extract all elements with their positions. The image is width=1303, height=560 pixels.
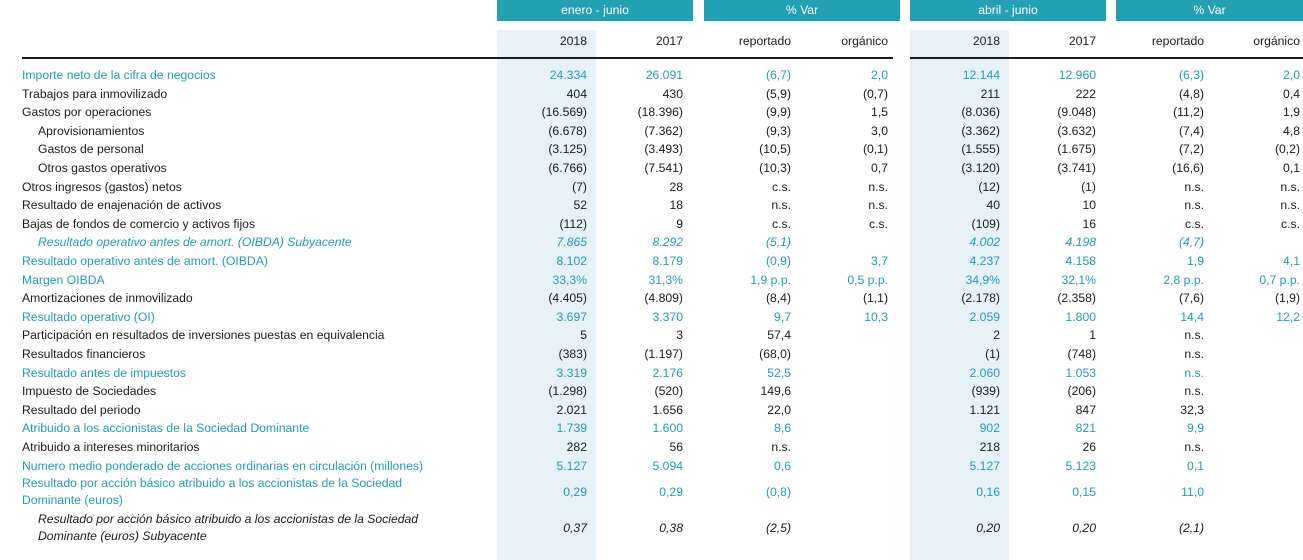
table-row bbox=[0, 178, 1303, 197]
cell-2017-h1: 0,38 bbox=[659, 521, 683, 536]
cell-reportado-h1: (5,1) bbox=[765, 235, 791, 250]
cell-2018-q2: 2 bbox=[993, 328, 1000, 343]
table-row bbox=[0, 438, 1303, 457]
cell-2018-h1: 282 bbox=[566, 440, 587, 454]
cell-organico-q2: 12,2 bbox=[1276, 309, 1300, 324]
cell-2017-q2: (1.675) bbox=[1057, 142, 1096, 157]
cell-2018-q2: 211 bbox=[980, 86, 1000, 101]
table-row bbox=[0, 475, 1303, 509]
cell-2018-h1: (1.298) bbox=[548, 384, 587, 399]
cell-2018-h1: (4.405) bbox=[548, 291, 587, 306]
header-rule-h1 bbox=[497, 57, 893, 59]
cell-2017-q2: 12.960 bbox=[1058, 68, 1096, 82]
cell-2017-q2: 32,1% bbox=[1061, 272, 1096, 287]
subheader-2018-q2: 2018 bbox=[972, 34, 1000, 48]
cell-reportado-h1: (0,9) bbox=[765, 254, 791, 268]
cell-organico-q2: n.s. bbox=[1280, 198, 1300, 213]
subheader-reportado-q2: reportado bbox=[1151, 34, 1204, 48]
cell-2018-h1: 0,29 bbox=[563, 485, 587, 500]
subheader-2018-h1: 2018 bbox=[559, 34, 587, 48]
cell-2017-q2: 222 bbox=[1075, 86, 1096, 101]
row-label: Resultado operativo (OI) bbox=[22, 309, 155, 324]
cell-2018-q2: (939) bbox=[971, 384, 1000, 399]
row-label: Participación en resultados de inversiones puestas en equivalencia bbox=[22, 328, 385, 343]
cell-2017-q2: 5.123 bbox=[1065, 458, 1096, 473]
cell-2018-q2: (109) bbox=[971, 216, 1000, 231]
table-row bbox=[0, 308, 1303, 327]
cell-2017-h1: 1.600 bbox=[652, 421, 683, 436]
cell-reportado-q2: (6,3) bbox=[1178, 68, 1204, 82]
cell-reportado-h1: (68,0) bbox=[759, 347, 791, 361]
cell-organico-q2: (0,2) bbox=[1274, 142, 1300, 157]
subheader-reportado-h1: reportado bbox=[738, 34, 791, 48]
cell-2018-q2: 218 bbox=[979, 440, 1000, 454]
header-rule-left bbox=[22, 57, 500, 59]
row-label: Gastos de personal bbox=[38, 142, 144, 157]
cell-reportado-h1: n.s. bbox=[771, 198, 791, 213]
cell-organico-q2: 0,4 bbox=[1283, 86, 1300, 101]
cell-2018-q2: 2.059 bbox=[969, 309, 1000, 324]
cell-2018-h1: 5.127 bbox=[556, 458, 587, 473]
cell-2018-q2: 12.144 bbox=[962, 68, 1000, 82]
row-label: Margen OIBDA bbox=[22, 272, 105, 287]
table-row bbox=[0, 103, 1303, 122]
cell-reportado-q2: c.s. bbox=[1185, 216, 1204, 231]
cell-2018-q2: 4.237 bbox=[969, 254, 1000, 268]
cell-organico-h1: (0,1) bbox=[862, 142, 888, 157]
cell-2018-h1: 1.739 bbox=[556, 421, 587, 436]
cell-2017-q2: (1) bbox=[1081, 179, 1096, 194]
table-row bbox=[0, 419, 1303, 438]
cell-2017-q2: (3.741) bbox=[1057, 161, 1096, 175]
row-label: Resultado por acción básico atribuido a los accionistas de la Sociedad Dominante (euros) Subyacente bbox=[38, 512, 419, 544]
cell-2017-q2: 0,15 bbox=[1072, 485, 1096, 500]
cell-2017-q2: 4.158 bbox=[1065, 254, 1096, 268]
cell-reportado-q2: n.s. bbox=[1184, 440, 1204, 454]
cell-2018-h1: (383) bbox=[558, 347, 587, 361]
table-row bbox=[0, 364, 1303, 383]
subheader-organico-h1: orgánico bbox=[841, 34, 888, 48]
cell-reportado-q2: (7,6) bbox=[1178, 291, 1204, 306]
row-label: Resultado operativo antes de amort. (OIBDA) Subyacente bbox=[38, 235, 352, 250]
cell-reportado-q2: n.s. bbox=[1184, 179, 1204, 194]
cell-reportado-q2: n.s. bbox=[1184, 365, 1204, 380]
cell-2018-q2: (3.120) bbox=[961, 161, 1000, 175]
cell-reportado-q2: 11,0 bbox=[1181, 485, 1204, 500]
cell-reportado-h1: 149,6 bbox=[760, 384, 791, 399]
cell-organico-h1: 1,5 bbox=[871, 105, 888, 120]
row-label: Resultado operativo antes de amort. (OIBDA) bbox=[22, 254, 268, 268]
cell-2017-q2: 0,20 bbox=[1072, 521, 1096, 536]
cell-2018-q2: 34,9% bbox=[965, 272, 1000, 287]
row-label: Importe neto de la cifra de negocios bbox=[22, 68, 216, 82]
cell-2017-h1: 28 bbox=[669, 179, 683, 194]
cell-reportado-h1: 52,5 bbox=[767, 365, 791, 380]
cell-organico-h1: (1,1) bbox=[862, 291, 888, 306]
row-label: Otros gastos operativos bbox=[38, 161, 167, 175]
header-rule-q2 bbox=[910, 57, 1303, 59]
cell-organico-h1: (0,7) bbox=[862, 86, 888, 101]
cell-reportado-q2: (7,2) bbox=[1178, 142, 1204, 157]
cell-reportado-q2: 14,4 bbox=[1180, 309, 1204, 324]
row-label: Resultado antes de impuestos bbox=[22, 365, 186, 380]
table-row bbox=[0, 122, 1303, 141]
cell-organico-h1: 3,0 bbox=[871, 123, 888, 138]
cell-2018-h1: 24.334 bbox=[549, 68, 587, 82]
table-row bbox=[0, 66, 1303, 85]
cell-reportado-h1: 0,6 bbox=[774, 458, 791, 473]
cell-2017-q2: 847 bbox=[1075, 402, 1096, 417]
cell-2017-q2: 1.053 bbox=[1065, 365, 1096, 380]
cell-2018-q2: (8.036) bbox=[961, 105, 1000, 120]
cell-2017-q2: 1.800 bbox=[1065, 309, 1096, 324]
cell-2018-h1: (6.766) bbox=[548, 161, 587, 175]
cell-organico-h1: 10,3 bbox=[864, 309, 888, 324]
cell-2018-q2: 40 bbox=[986, 198, 1000, 213]
cell-reportado-h1: (5,9) bbox=[765, 86, 791, 101]
row-label: Resultado por acción básico atribuido a los accionistas de la Sociedad Dominante (euros) bbox=[22, 476, 403, 508]
cell-reportado-h1: 57,4 bbox=[767, 328, 791, 343]
cell-reportado-h1: (8,4) bbox=[765, 291, 791, 306]
subheader-organico-q2: orgánico bbox=[1253, 34, 1300, 48]
cell-2018-q2: 0,16 bbox=[976, 485, 1000, 500]
cell-2017-h1: 9 bbox=[676, 216, 683, 231]
cell-2017-h1: 8.292 bbox=[652, 235, 683, 250]
cell-reportado-h1: 8,6 bbox=[774, 421, 791, 436]
cell-2018-q2: (1.555) bbox=[961, 142, 1000, 157]
cell-reportado-h1: 9,7 bbox=[774, 309, 791, 324]
cell-reportado-h1: (6,7) bbox=[765, 68, 791, 82]
cell-2017-h1: 26.091 bbox=[645, 68, 683, 82]
cell-reportado-q2: (4,7) bbox=[1178, 235, 1204, 250]
cell-reportado-h1: (10,5) bbox=[759, 142, 791, 157]
subheader-row bbox=[0, 30, 1303, 52]
table-row bbox=[0, 85, 1303, 104]
header-var-1: % Var bbox=[704, 0, 900, 21]
table-row bbox=[0, 159, 1303, 178]
cell-organico-h1: n.s. bbox=[868, 198, 888, 213]
cell-2017-h1: 3 bbox=[676, 328, 683, 343]
cell-organico-q2: 4,8 bbox=[1283, 123, 1300, 138]
cell-reportado-q2: (11,2) bbox=[1173, 105, 1204, 120]
cell-2018-h1: (7) bbox=[572, 179, 587, 194]
cell-organico-h1: 0,7 bbox=[871, 161, 888, 175]
cell-2017-h1: (18.396) bbox=[637, 105, 683, 120]
cell-reportado-q2: 0,1 bbox=[1187, 458, 1204, 473]
cell-2017-q2: 26 bbox=[1082, 440, 1096, 454]
cell-2018-h1: 3.319 bbox=[556, 365, 587, 380]
cell-2017-q2: 10 bbox=[1082, 198, 1096, 213]
table-row bbox=[0, 326, 1303, 345]
cell-2017-h1: 8.179 bbox=[652, 254, 683, 268]
cell-organico-h1: 2,0 bbox=[871, 68, 888, 82]
cell-organico-h1: n.s. bbox=[868, 179, 888, 194]
cell-2018-q2: 2.060 bbox=[969, 365, 1000, 380]
cell-2017-q2: (9.048) bbox=[1057, 105, 1096, 120]
row-label: Numero medio ponderado de acciones ordinarias en circulación (millones) bbox=[22, 458, 424, 473]
cell-reportado-q2: n.s. bbox=[1184, 198, 1204, 213]
cell-2018-h1: (3.125) bbox=[548, 142, 587, 157]
cell-2018-h1: 404 bbox=[566, 86, 587, 101]
cell-2018-q2: (2.178) bbox=[961, 291, 1000, 306]
cell-2018-h1: (112) bbox=[559, 216, 587, 231]
cell-2017-h1: (3.493) bbox=[644, 142, 683, 157]
row-label: Trabajos para inmovilizado bbox=[22, 86, 168, 101]
cell-2018-q2: 0,20 bbox=[976, 521, 1000, 536]
header-var-2: % Var bbox=[1116, 0, 1303, 21]
cell-2018-q2: (1) bbox=[985, 347, 1000, 361]
cell-organico-q2: (1,9) bbox=[1274, 291, 1300, 306]
row-label: Atribuido a los accionistas de la Sociedad Dominante bbox=[22, 421, 310, 436]
table-row bbox=[0, 140, 1303, 159]
cell-2017-q2: (748) bbox=[1067, 347, 1096, 361]
row-label: Resultado de enajenación de activos bbox=[22, 198, 222, 213]
cell-2018-q2: 902 bbox=[979, 421, 1000, 436]
cell-2018-h1: 3.697 bbox=[556, 309, 587, 324]
cell-2017-h1: (4.809) bbox=[644, 291, 683, 306]
cell-2017-h1: 2.176 bbox=[652, 365, 683, 380]
row-label: Resultado del periodo bbox=[22, 402, 141, 417]
cell-2018-q2: 1.121 bbox=[969, 402, 1000, 417]
cell-reportado-h1: 1,9 p.p. bbox=[750, 272, 791, 287]
cell-organico-h1: 0,5 p.p. bbox=[847, 272, 888, 287]
cell-2017-h1: 430 bbox=[662, 86, 683, 101]
cell-2017-q2: 821 bbox=[1075, 421, 1096, 436]
cell-reportado-q2: 2,8 p.p. bbox=[1163, 272, 1204, 287]
table-row bbox=[0, 271, 1303, 290]
table-row bbox=[0, 511, 1303, 545]
cell-2018-h1: (6.678) bbox=[548, 123, 587, 138]
row-label: Gastos por operaciones bbox=[22, 105, 152, 120]
table-row bbox=[0, 401, 1303, 420]
cell-2018-h1: 2.021 bbox=[556, 402, 587, 417]
cell-organico-h1: c.s. bbox=[869, 216, 888, 231]
cell-2018-h1: 33,3% bbox=[552, 272, 587, 287]
cell-reportado-q2: n.s. bbox=[1184, 347, 1204, 361]
cell-2017-q2: (206) bbox=[1067, 384, 1096, 399]
cell-2018-q2: 5.127 bbox=[969, 458, 1000, 473]
cell-2017-h1: 56 bbox=[669, 440, 683, 454]
cell-reportado-h1: (0,8) bbox=[765, 485, 791, 500]
cell-reportado-q2: (7,4) bbox=[1178, 123, 1204, 138]
cell-reportado-h1: c.s. bbox=[772, 216, 791, 231]
cell-reportado-h1: (9,9) bbox=[765, 105, 791, 120]
table-row bbox=[0, 233, 1303, 252]
cell-2018-h1: 0,37 bbox=[563, 521, 587, 536]
cell-organico-q2: 2,0 bbox=[1283, 68, 1300, 82]
cell-reportado-q2: (16,6) bbox=[1172, 161, 1204, 175]
cell-organico-q2: 4,1 bbox=[1283, 254, 1300, 268]
header-enero-junio: enero - junio bbox=[497, 0, 693, 21]
cell-reportado-h1: c.s. bbox=[772, 179, 791, 194]
cell-2018-h1: 7.865 bbox=[556, 235, 587, 250]
row-label: Amortizaciones de inmovilizado bbox=[22, 291, 193, 306]
cell-2017-h1: (7.541) bbox=[644, 161, 683, 175]
row-label: Atribuido a intereses minoritarios bbox=[22, 440, 200, 454]
cell-2018-h1: 8.102 bbox=[556, 254, 587, 268]
cell-2018-q2: 4.002 bbox=[969, 235, 1000, 250]
table-row bbox=[0, 215, 1303, 234]
cell-2017-q2: (3.632) bbox=[1057, 123, 1096, 138]
cell-reportado-h1: (2,5) bbox=[765, 521, 791, 536]
cell-2017-q2: (2.358) bbox=[1057, 291, 1096, 306]
cell-2017-h1: 5.094 bbox=[652, 458, 683, 473]
cell-organico-h1: 3,7 bbox=[871, 254, 888, 268]
cell-2018-h1: (16.569) bbox=[541, 105, 587, 120]
cell-2017-h1: 3.370 bbox=[652, 309, 683, 324]
table-row bbox=[0, 345, 1303, 364]
cell-organico-q2: 0,1 bbox=[1283, 161, 1300, 175]
row-label: Aprovisionamientos bbox=[38, 123, 145, 138]
cell-organico-q2: 0,7 p.p. bbox=[1259, 272, 1300, 287]
cell-2017-q2: 4.198 bbox=[1065, 235, 1096, 250]
cell-2017-h1: (520) bbox=[654, 384, 683, 399]
subheader-2017-q2: 2017 bbox=[1068, 34, 1096, 48]
header-abril-junio: abril - junio bbox=[910, 0, 1106, 21]
cell-2018-h1: 52 bbox=[573, 198, 587, 213]
cell-2017-h1: 0,29 bbox=[659, 485, 683, 500]
cell-reportado-q2: n.s. bbox=[1184, 328, 1204, 343]
row-label: Bajas de fondos de comercio y activos fijos bbox=[22, 216, 256, 231]
cell-reportado-q2: (4,8) bbox=[1178, 86, 1204, 101]
cell-2018-q2: (3.362) bbox=[961, 123, 1000, 138]
table-row bbox=[0, 382, 1303, 401]
table-row bbox=[0, 457, 1303, 476]
cell-reportado-q2: (2,1) bbox=[1178, 521, 1204, 536]
subheader-2017-h1: 2017 bbox=[655, 34, 683, 48]
cell-2018-q2: (12) bbox=[978, 179, 1000, 194]
cell-organico-q2: n.s. bbox=[1280, 179, 1300, 194]
cell-reportado-h1: (10,3) bbox=[759, 161, 791, 175]
cell-2017-q2: 16 bbox=[1082, 216, 1096, 231]
cell-2017-h1: 18 bbox=[669, 198, 683, 213]
income-statement-table bbox=[0, 66, 1303, 560]
cell-2018-h1: 5 bbox=[580, 328, 587, 343]
cell-reportado-h1: n.s. bbox=[771, 440, 791, 454]
row-label: Impuesto de Sociedades bbox=[22, 384, 157, 399]
table-row bbox=[0, 289, 1303, 308]
cell-reportado-q2: 1,9 bbox=[1187, 254, 1204, 268]
table-row bbox=[0, 196, 1303, 215]
cell-reportado-q2: 9,9 bbox=[1187, 421, 1204, 436]
cell-organico-q2: 1,9 bbox=[1283, 105, 1300, 120]
table-row bbox=[0, 252, 1303, 271]
cell-2017-q2: 1 bbox=[1089, 328, 1096, 343]
cell-2017-h1: 1.656 bbox=[652, 402, 683, 417]
cell-reportado-h1: 22,0 bbox=[767, 402, 791, 417]
cell-organico-q2: c.s. bbox=[1281, 216, 1300, 231]
cell-reportado-q2: 32,3 bbox=[1180, 402, 1204, 417]
cell-2017-h1: (7.362) bbox=[644, 123, 683, 138]
cell-2017-h1: (1.197) bbox=[644, 347, 683, 361]
row-label: Otros ingresos (gastos) netos bbox=[22, 179, 182, 194]
cell-2017-h1: 31,3% bbox=[648, 272, 683, 287]
cell-reportado-h1: (9,3) bbox=[765, 123, 791, 138]
cell-reportado-q2: n.s. bbox=[1184, 384, 1204, 399]
row-label: Resultados financieros bbox=[22, 347, 146, 361]
